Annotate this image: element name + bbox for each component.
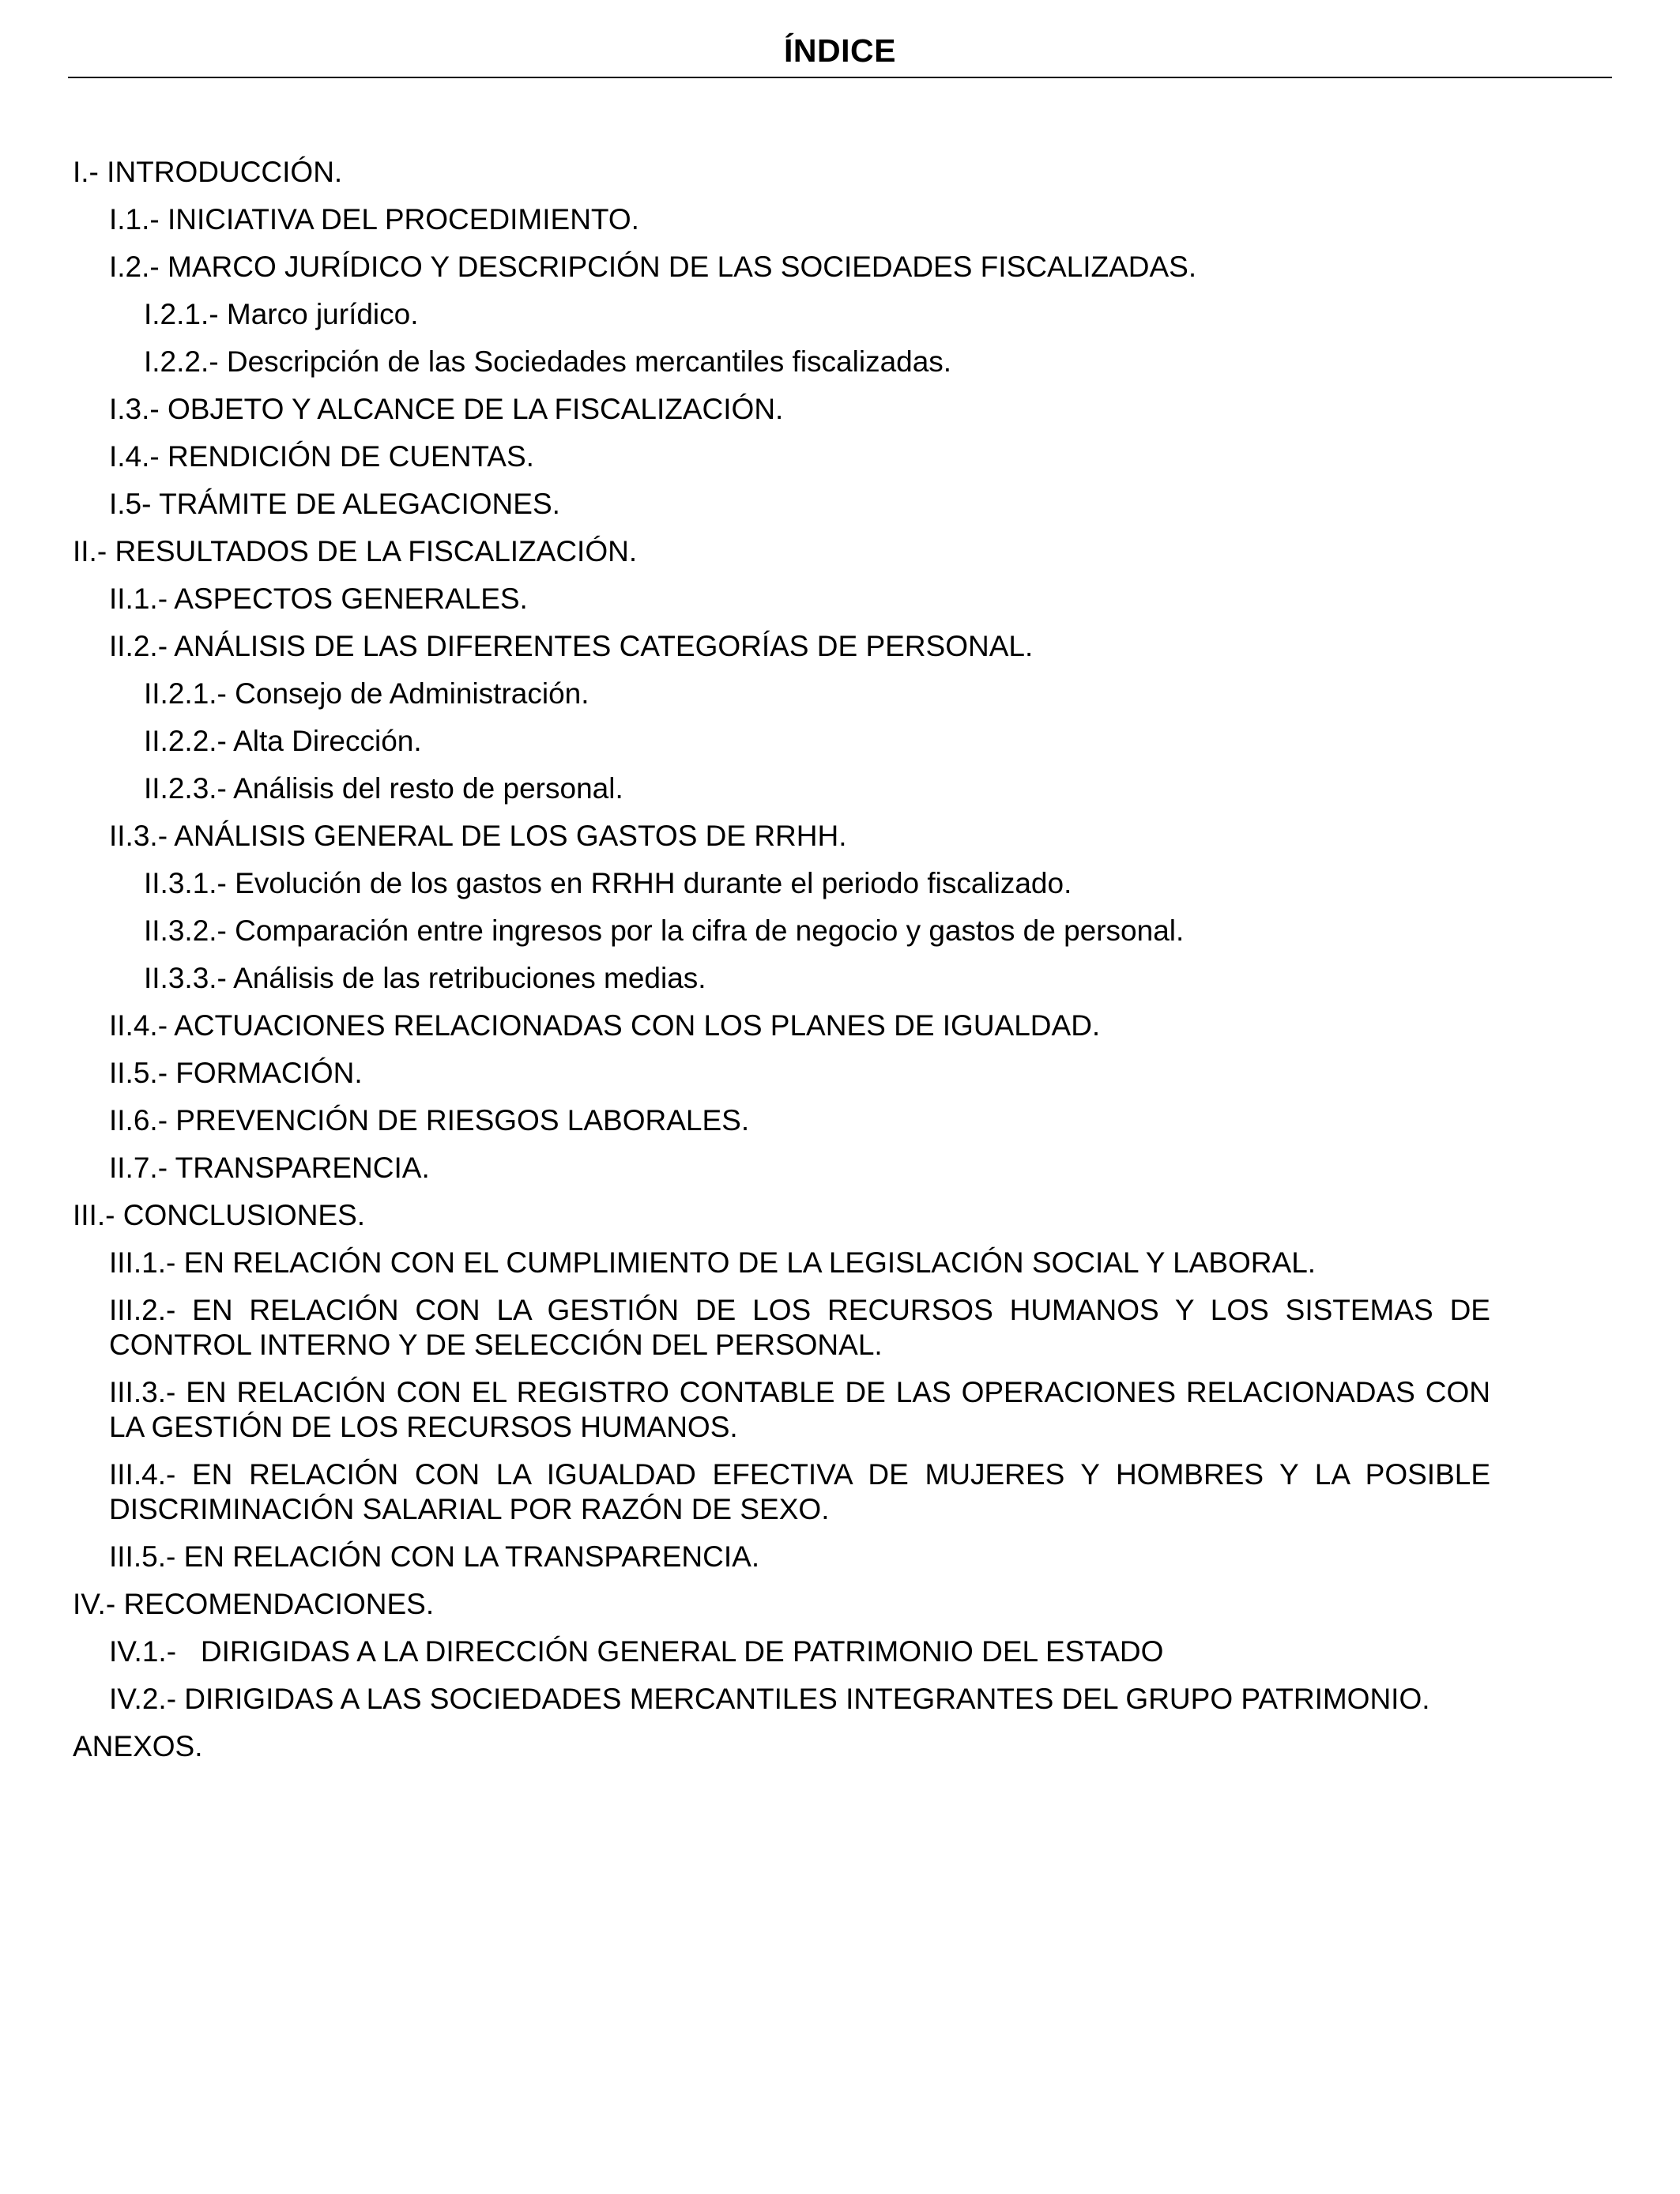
toc-entry[interactable]: I.3.- OBJETO Y ALCANCE DE LA FISCALIZACIÓN.	[109, 393, 784, 425]
toc-entry[interactable]: II.2.1.- Consejo de Administración.	[144, 677, 590, 710]
toc-entry[interactable]: II.4.- ACTUACIONES RELACIONADAS CON LOS PLANES DE IGUALDAD.	[109, 1009, 1101, 1042]
title-divider	[68, 77, 1612, 78]
toc-entry[interactable]: II.5.- FORMACIÓN.	[109, 1057, 363, 1089]
page-title: ÍNDICE	[784, 32, 896, 69]
toc-entry[interactable]: IV.- RECOMENDACIONES.	[73, 1588, 435, 1620]
toc-entry[interactable]: III.4.- EN RELACIÓN CON LA IGUALDAD EFECTIVA DE MUJERES Y HOMBRES Y LA POSIBLE DISCRIMINACIÓN SALARIAL POR RAZÓN DE SEXO.	[109, 1458, 1490, 1525]
toc-entry[interactable]: III.5.- EN RELACIÓN CON LA TRANSPARENCIA.	[109, 1540, 760, 1573]
toc-entry[interactable]: III.2.- EN RELACIÓN CON LA GESTIÓN DE LOS RECURSOS HUMANOS Y LOS SISTEMAS DE CONTROL INTERNO Y DE SELECCIÓN DEL PERSONAL.	[109, 1294, 1490, 1361]
toc-entry[interactable]: II.3.- ANÁLISIS GENERAL DE LOS GASTOS DE RRHH.	[109, 820, 847, 852]
toc-entry[interactable]: II.1.- ASPECTOS GENERALES.	[109, 582, 528, 615]
toc-entry[interactable]: I.5- TRÁMITE DE ALEGACIONES.	[109, 488, 560, 520]
toc-entry[interactable]: ANEXOS.	[73, 1730, 203, 1762]
toc-entry[interactable]: I.1.- INICIATIVA DEL PROCEDIMIENTO.	[109, 203, 639, 236]
toc-entry[interactable]: I.2.- MARCO JURÍDICO Y DESCRIPCIÓN DE LAS SOCIEDADES FISCALIZADAS.	[109, 251, 1197, 283]
toc-entry[interactable]: II.7.- TRANSPARENCIA.	[109, 1152, 430, 1184]
toc-entry[interactable]: III.- CONCLUSIONES.	[73, 1199, 366, 1231]
toc-entry[interactable]: II.- RESULTADOS DE LA FISCALIZACIÓN.	[73, 535, 638, 567]
toc-entry[interactable]: II.3.3.- Análisis de las retribuciones medias.	[144, 962, 706, 994]
toc-entry[interactable]: IV.1.- DIRIGIDAS A LA DIRECCIÓN GENERAL DE PATRIMONIO DEL ESTADO	[109, 1635, 1164, 1668]
toc-entry[interactable]: I.2.1.- Marco jurídico.	[144, 298, 419, 330]
toc-entry[interactable]: II.2.- ANÁLISIS DE LAS DIFERENTES CATEGORÍAS DE PERSONAL.	[109, 630, 1034, 662]
toc-entry[interactable]: I.4.- RENDICIÓN DE CUENTAS.	[109, 440, 534, 473]
toc-entry[interactable]: II.2.3.- Análisis del resto de personal.	[144, 772, 623, 805]
toc-entry[interactable]: II.3.1.- Evolución de los gastos en RRHH durante el periodo fiscalizado.	[144, 867, 1072, 899]
toc-entry[interactable]: II.2.2.- Alta Dirección.	[144, 725, 422, 757]
toc-entry[interactable]: I.- INTRODUCCIÓN.	[73, 156, 343, 188]
toc-entry[interactable]: III.3.- EN RELACIÓN CON EL REGISTRO CONTABLE DE LAS OPERACIONES RELACIONADAS CON LA GESTIÓN DE LOS RECURSOS HUMANOS.	[109, 1376, 1490, 1443]
toc-entry[interactable]: II.6.- PREVENCIÓN DE RIESGOS LABORALES.	[109, 1104, 750, 1137]
toc-entry[interactable]: II.3.2.- Comparación entre ingresos por la cifra de negocio y gastos de personal.	[144, 914, 1185, 947]
toc-entry[interactable]: IV.2.- DIRIGIDAS A LAS SOCIEDADES MERCANTILES INTEGRANTES DEL GRUPO PATRIMONIO.	[109, 1683, 1430, 1715]
toc-entry[interactable]: III.1.- EN RELACIÓN CON EL CUMPLIMIENTO DE LA LEGISLACIÓN SOCIAL Y LABORAL.	[109, 1246, 1317, 1279]
table-of-contents	[73, 155, 1490, 1777]
toc-entry[interactable]: I.2.2.- Descripción de las Sociedades mercantiles fiscalizadas.	[144, 345, 952, 378]
